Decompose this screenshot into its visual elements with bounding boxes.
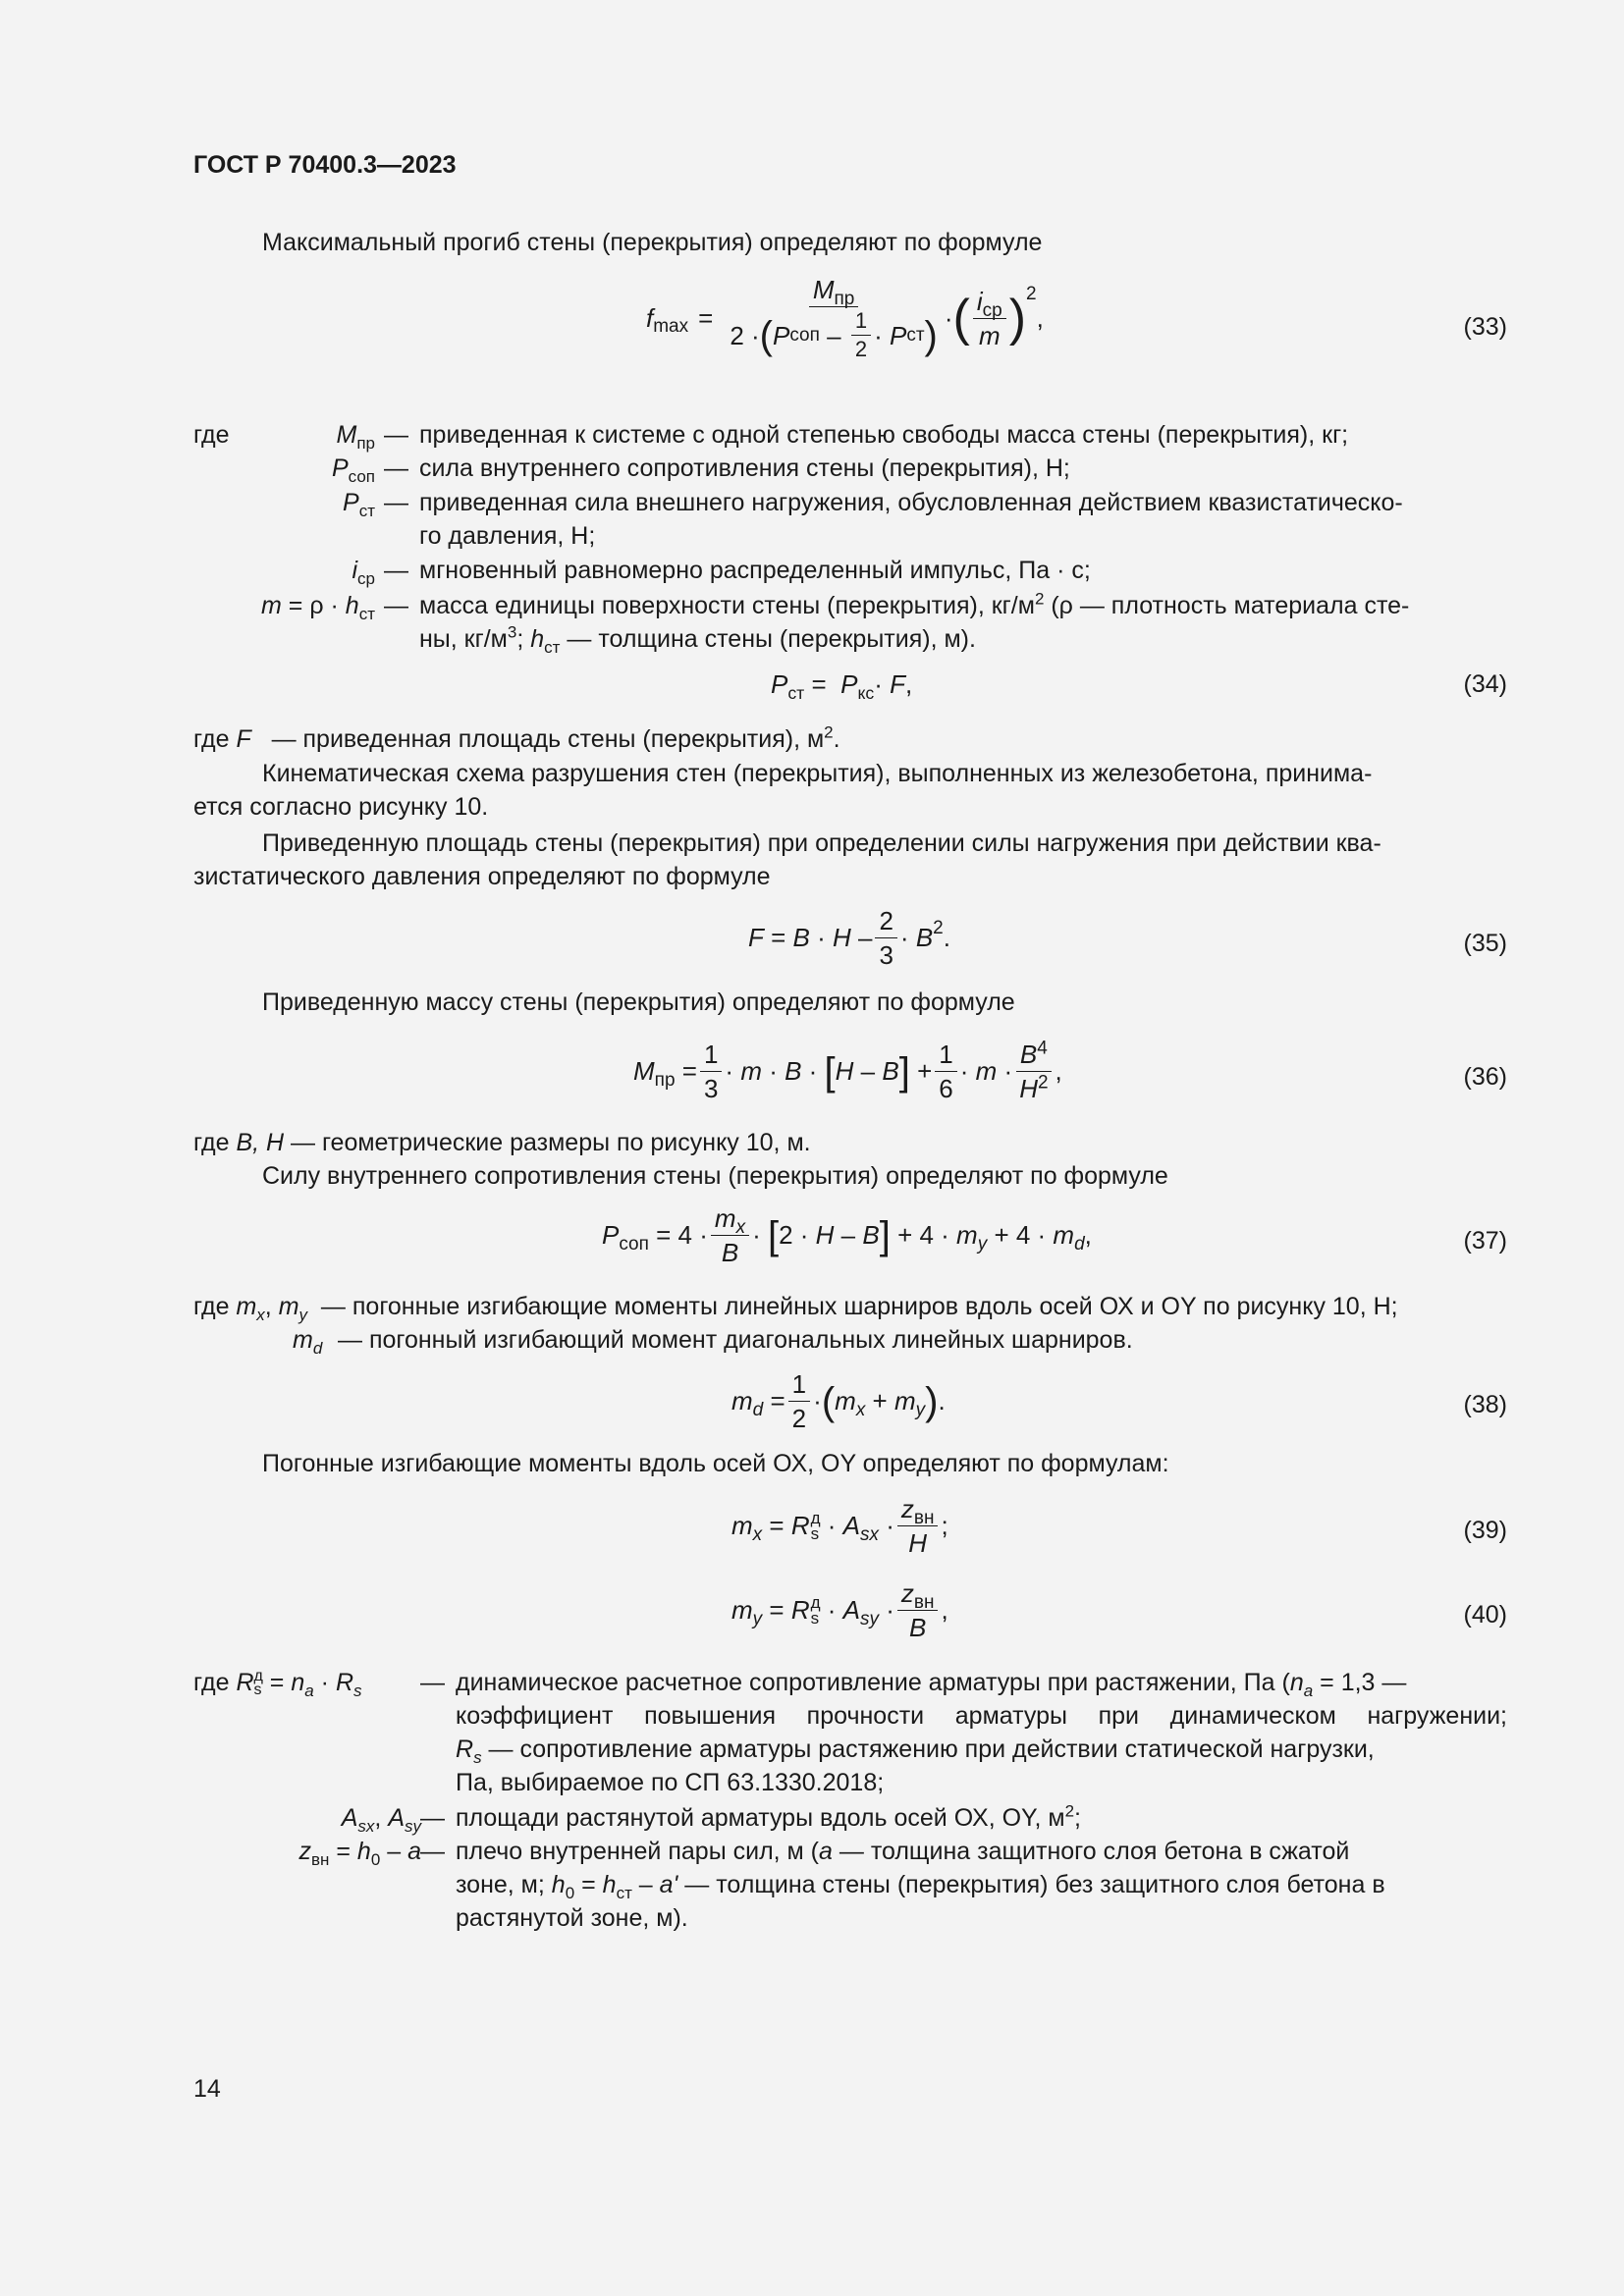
symbol-md: $m_d$ [293, 1326, 323, 1358]
formula-40: m y = R д s · A sy · $\frac{z_{вн}}{B}$ , [731, 1578, 948, 1642]
symbol-z-vn: $z_{вн} = h_0 - a$ [298, 1838, 421, 1869]
def-dash: — [420, 1669, 445, 1696]
equation-number-40: (40) [1463, 1601, 1507, 1629]
def-z-line3: растянутой зоне, м). [456, 1904, 688, 1932]
def-P-st-line1: приведенная сила внешнего нагружения, обусловленная действием квазистатическо- [419, 489, 1403, 516]
equation-number-36: (36) [1463, 1063, 1507, 1091]
symbol-P-st: $P_{ст}$ [343, 489, 375, 520]
formula-34: $P_{ст} = P_{кс}\cdot F$, [771, 669, 913, 704]
def-dash: — [384, 592, 408, 619]
def-m-line1: масса единицы поверхности стены (перекрытия), $кг/м^2$ (ρ — плотность материала сте- [419, 589, 1410, 619]
paragraph-kinematic-line2: ется согласно рисунку 10. [193, 793, 489, 821]
paragraph-intro-36: Приведенную массу стены (перекрытия) определяют по формуле [262, 988, 1015, 1016]
paragraph-kinematic-line1: Кинематическая схема разрушения стен (перекрытия), выполненных из железобетона, принима- [262, 760, 1373, 787]
def-dash: — [384, 489, 408, 516]
paragraph-area-line1: Приведенную площадь стены (перекрытия) при определении силы нагружения при действии ква- [262, 829, 1381, 857]
def-z-line1: плечо внутренней пары сил, м (a — толщина защитного слоя бетона в сжатой [456, 1838, 1350, 1865]
def-i-sr: мгновенный равномерно распределенный импульс, Па · с; [419, 557, 1091, 584]
def-Rs-line3: $R_s$ — сопротивление арматуры растяжению при действии статической нагрузки, [456, 1735, 1375, 1767]
def-dash: — [384, 421, 408, 449]
formula-37: P соп = 4 · $\frac{m_x}{B}$ · [ 2 · H – B ] + 4 · m y + 4 · m d , [602, 1203, 1092, 1267]
formula-33: f max = $M_{пр}$ 2 · ( P соп – $\frac{1}{2}$ · P ст ) · ( $\frac{i_{ср}}{m}$ ) 2 , [646, 275, 1044, 361]
paragraph-intro-39: Погонные изгибающие моменты вдоль осей ОХ, OY определяют по формулам: [262, 1450, 1169, 1477]
def-F: где F — приведенная площадь стены (перекрытия), $м^2$. [193, 722, 840, 753]
def-Rs-line2: коэффициент повышения прочности арматуры при динамическом нагружении; [456, 1702, 1507, 1730]
symbol-Rs-dyn: где R д s = $n_a \cdot R_s$ [193, 1668, 362, 1700]
def-P-sop: сила внутреннего сопротивления стены (перекрытия), Н; [419, 454, 1070, 482]
symbol-i-sr: $i_{ср}$ [352, 557, 375, 588]
def-m-line2: ны, $кг/м^3$; $h_{ст}$ — толщина стены (перекрытия), м). [419, 622, 976, 657]
def-A: площади растянутой арматуры вдоль осей ОХ, OY, $м^2$; [456, 1801, 1081, 1832]
paragraph-intro-37: Силу внутреннего сопротивления стены (перекрытия) определяют по формуле [262, 1162, 1168, 1190]
def-mx-my: где $m_x$, $m_y$ — погонные изгибающие моменты линейных шарниров вдоль осей ОХ и OY по рисунку 10, Н; [193, 1293, 1398, 1324]
symbol-Asx-Asy: $A_{sx}$, $A_{sy}$ [341, 1804, 421, 1836]
def-Rs-line1: динамическое расчетное сопротивление арматуры при растяжении, Па ($n_a = 1,3$ — [456, 1669, 1407, 1700]
def-z-line2: зоне, м; $h_0 = h_{ст} - a'$ — толщина стены (перекрытия) без защитного слоя бетона в [456, 1871, 1385, 1902]
def-dash: — [420, 1838, 445, 1865]
equation-number-38: (38) [1463, 1391, 1507, 1418]
where-label: где [193, 421, 230, 449]
def-P-st-line2: го давления, Н; [419, 522, 596, 550]
def-B-H: где B, H — геометрические размеры по рисунку 10, м. [193, 1129, 811, 1156]
def-md: — погонный изгибающий момент диагональных линейных шарниров. [338, 1326, 1133, 1354]
formula-36: M пр = $\frac{1}{3}$ · m · B · [ H – B ] + $\frac{1}{6}$ · m · $\frac{B^4}{H^2}$ , [633, 1038, 1062, 1103]
page-number: 14 [193, 2075, 221, 2103]
symbol-m: $m = \rho \cdot h_{ст}$ [261, 592, 375, 623]
equation-number-33: (33) [1463, 313, 1507, 341]
document-header: ГОСТ Р 70400.3—2023 [193, 151, 457, 179]
paragraph-intro-33: Максимальный прогиб стены (перекрытия) определяют по формуле [262, 229, 1043, 256]
formula-35: F = B · H – $\frac{2}{3}$ · B 2 . [748, 906, 950, 970]
def-dash: — [384, 557, 408, 584]
def-Rs-line4: Па, выбираемое по СП 63.1330.2018; [456, 1769, 885, 1796]
def-dash: — [420, 1804, 445, 1832]
symbol-P-sop: $P_{соп}$ [331, 454, 375, 486]
formula-39: m x = R д s · A sx · $\frac{z_{вн}}{H}$ ; [731, 1494, 948, 1558]
def-M-pr: приведенная к системе с одной степенью свободы масса стены (перекрытия), кг; [419, 421, 1349, 449]
equation-number-39: (39) [1463, 1517, 1507, 1544]
def-dash: — [384, 454, 408, 482]
equation-number-37: (37) [1463, 1227, 1507, 1255]
symbol-M-pr: $M_{пр}$ [336, 421, 375, 453]
formula-38: m d = $\frac{1}{2}$ · ( m x + m y ) . [731, 1369, 946, 1433]
equation-number-34: (34) [1463, 670, 1507, 698]
equation-number-35: (35) [1463, 930, 1507, 957]
paragraph-area-line2: зистатического давления определяют по формуле [193, 863, 771, 890]
